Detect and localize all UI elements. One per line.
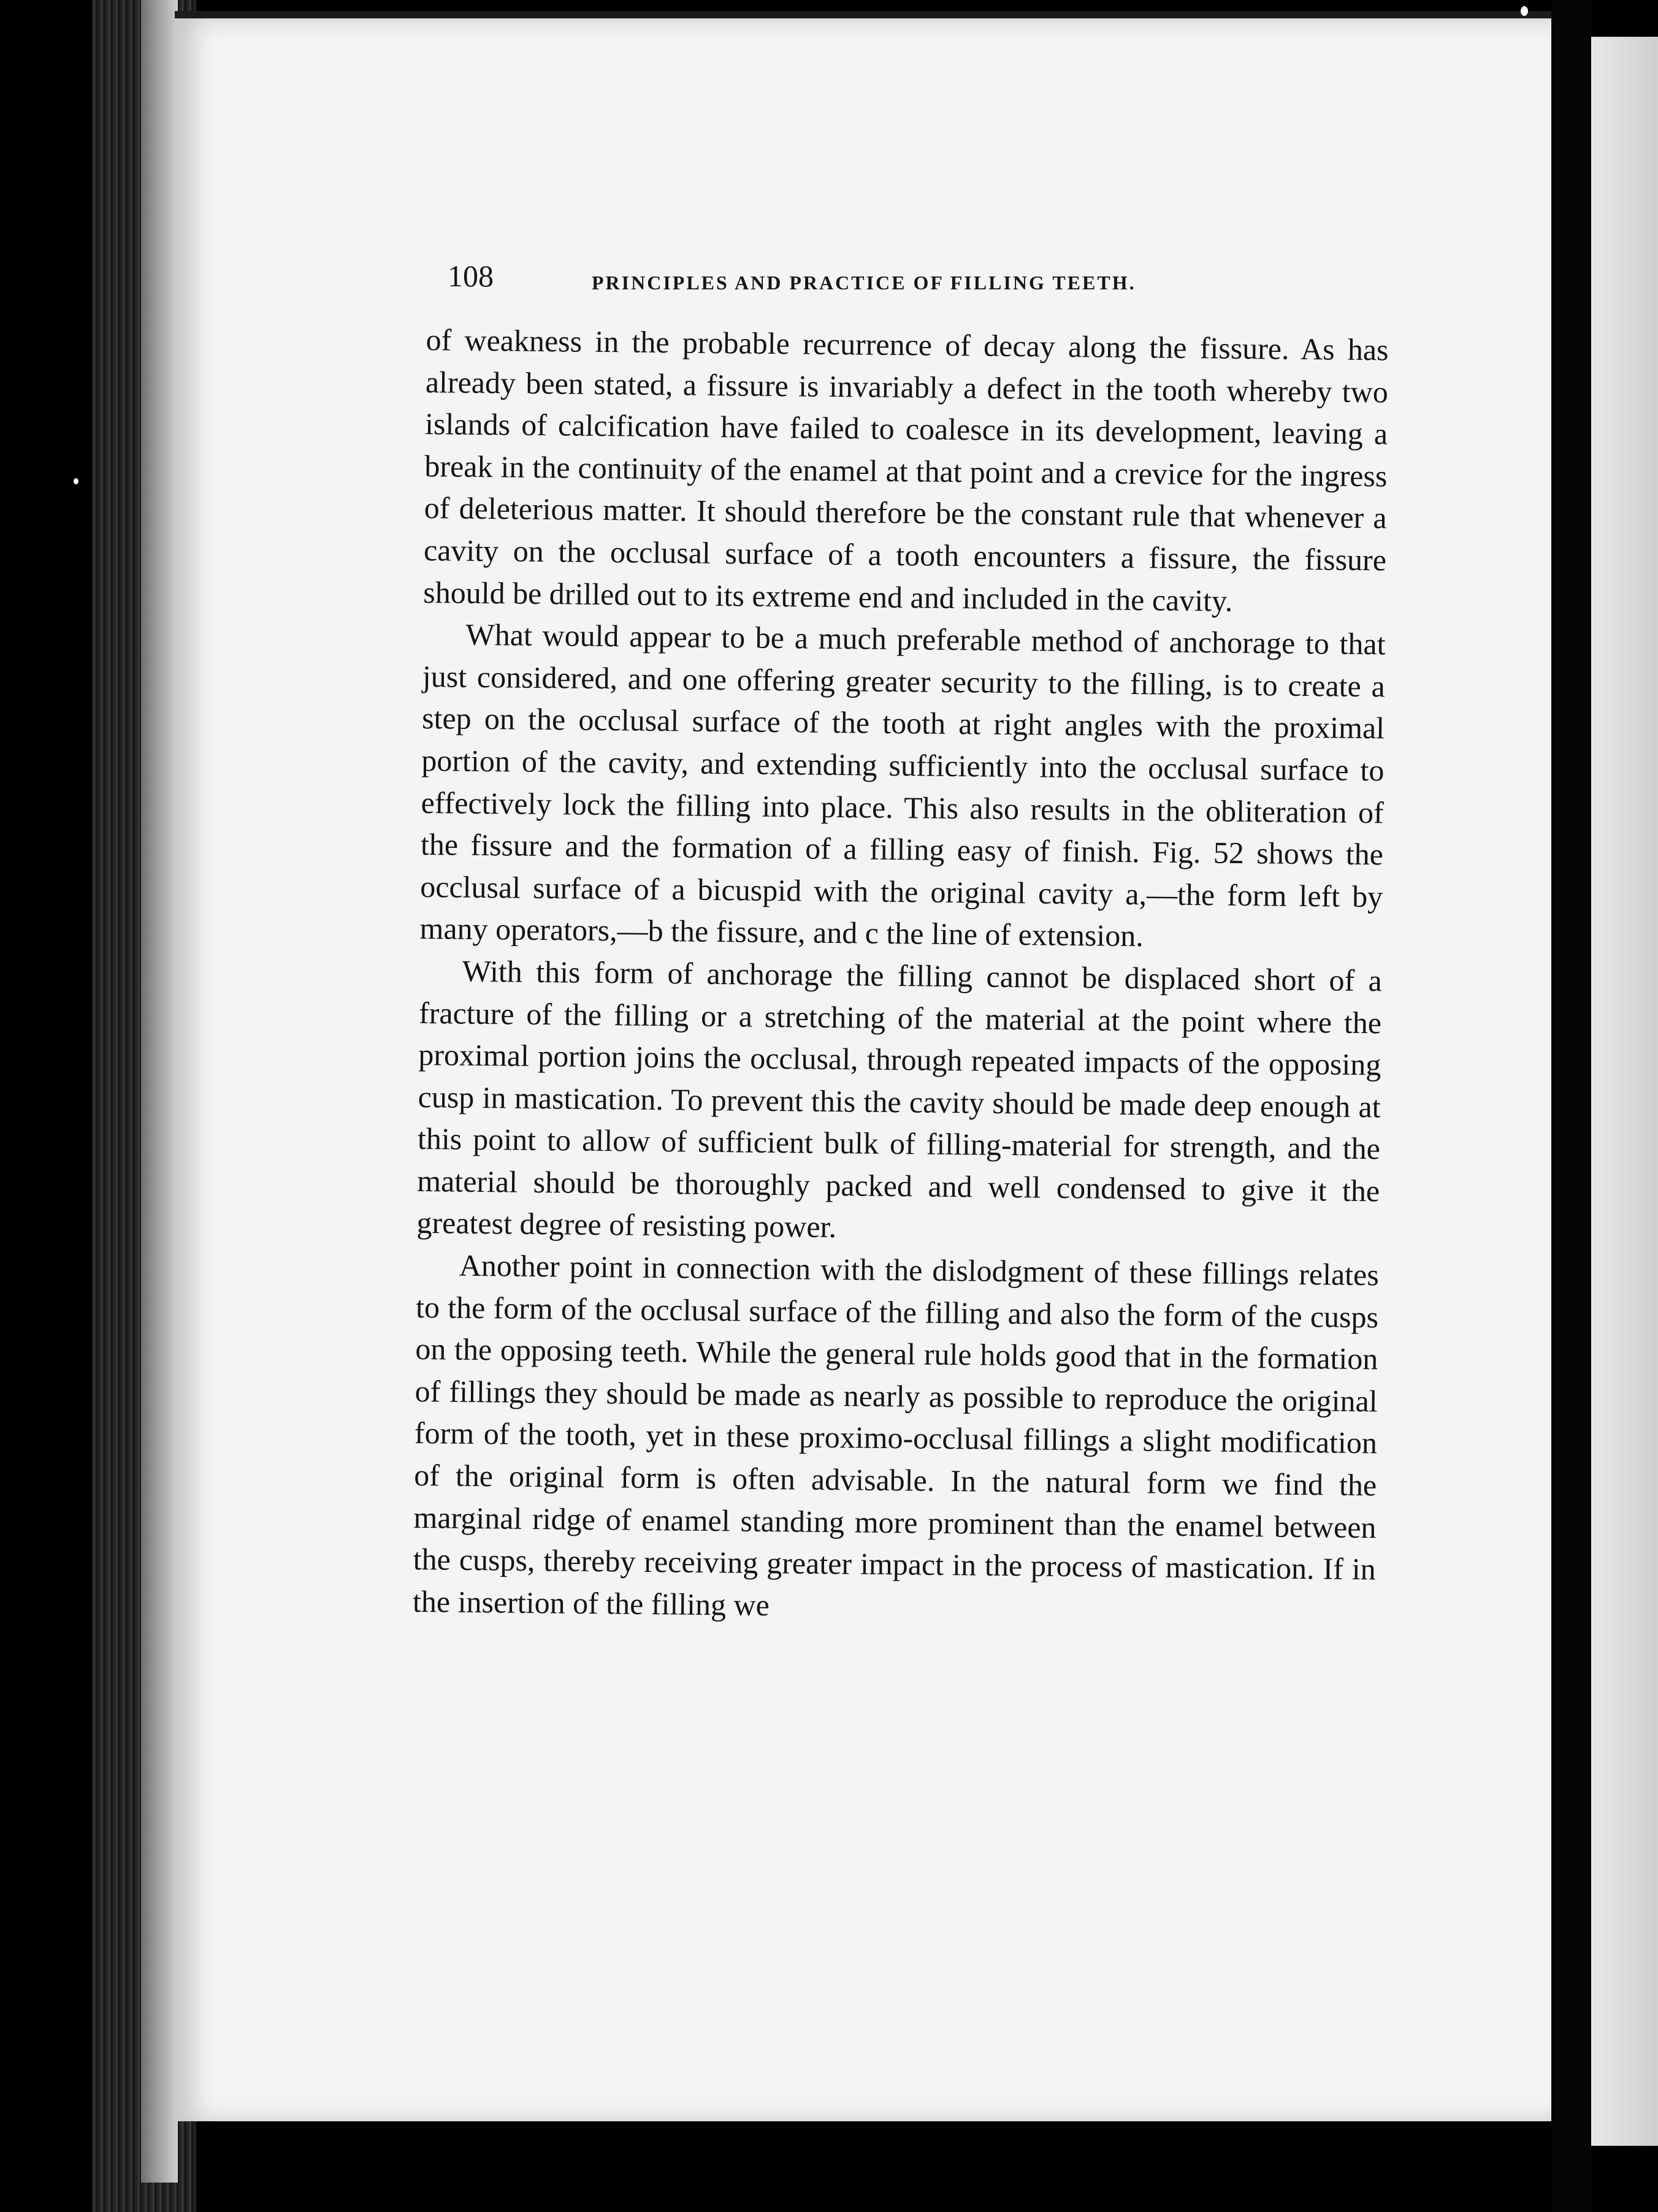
paragraph-2: What would appear to be a much preferable method of anchorage to that just considered, and one offering greater security to the filling, is to create a step on the occlusal surface of the tooth at right angles with the proximal portion of the cavity, and extending sufficiently into the occlusal surface to effectively lock the filling into place. This also results in the obliteration of the fissure and the formation of a filling easy of finish. Fig. 52 shows the occlusal surface of a bicuspid with the original cavity a,—the form left by many operators,—b the fissure, and c the line of extension. [419,617,1386,953]
scan-speck [1521,6,1528,16]
gutter-gap [1551,0,1591,2212]
book-spine-shadow [141,0,178,2183]
body-text [413,319,1389,1633]
paragraph-3: With this form of anchorage the filling cannot be displaced short of a fracture of the filling or a stretching of the material at the point where the proximal portion joins the occlusal, through repeated impacts of the opposing cusp in mastication. To prevent this the cavity should be made deep enough at this point to allow of sufficient bulk of filling-material for strength, and the material should be thoroughly packed and well condensed to give it the greatest degree of resisting power. [416,953,1383,1245]
page-header [448,256,1263,305]
paragraph-1: of weakness in the probable recurrence of decay along the fissure. As has already been stated, a fissure is invariably a defect in the tooth whereby two islands of calcification have failed to coalesce in its development, leaving a break in the continuity of the enamel at that point and a crevice for the ingress of deleterious matter. It should therefore be the constant rule that whenever a cavity on the occlusal surface of a tooth encounters a fissure, the fissure should be drilled out to its extreme end and included in the cavity. [423,322,1389,618]
page-number: 108 [448,259,494,293]
paragraph-4: Another point in connection with the dislodgment of these fillings relates to the form of the occlusal surface of the filling and also the form of the cusps on the opposing teeth. While the general rule holds good that in the formation of fillings they should be made as nearly as possible to reproduce the original form of the tooth, yet in these proximo-occlusal fillings a slight modification of the original form is often advisable. In the natural form we find the marginal ridge of enamel standing more prominent than the enamel between the cusps, thereby receiving greater impact in the process of mastication. If in the insertion of the filling we [412,1248,1380,1622]
running-head: PRINCIPLES AND PRACTICE OF FILLING TEETH. [592,272,1136,294]
next-page-edge [1591,37,1658,2146]
scan-speck [74,478,78,484]
